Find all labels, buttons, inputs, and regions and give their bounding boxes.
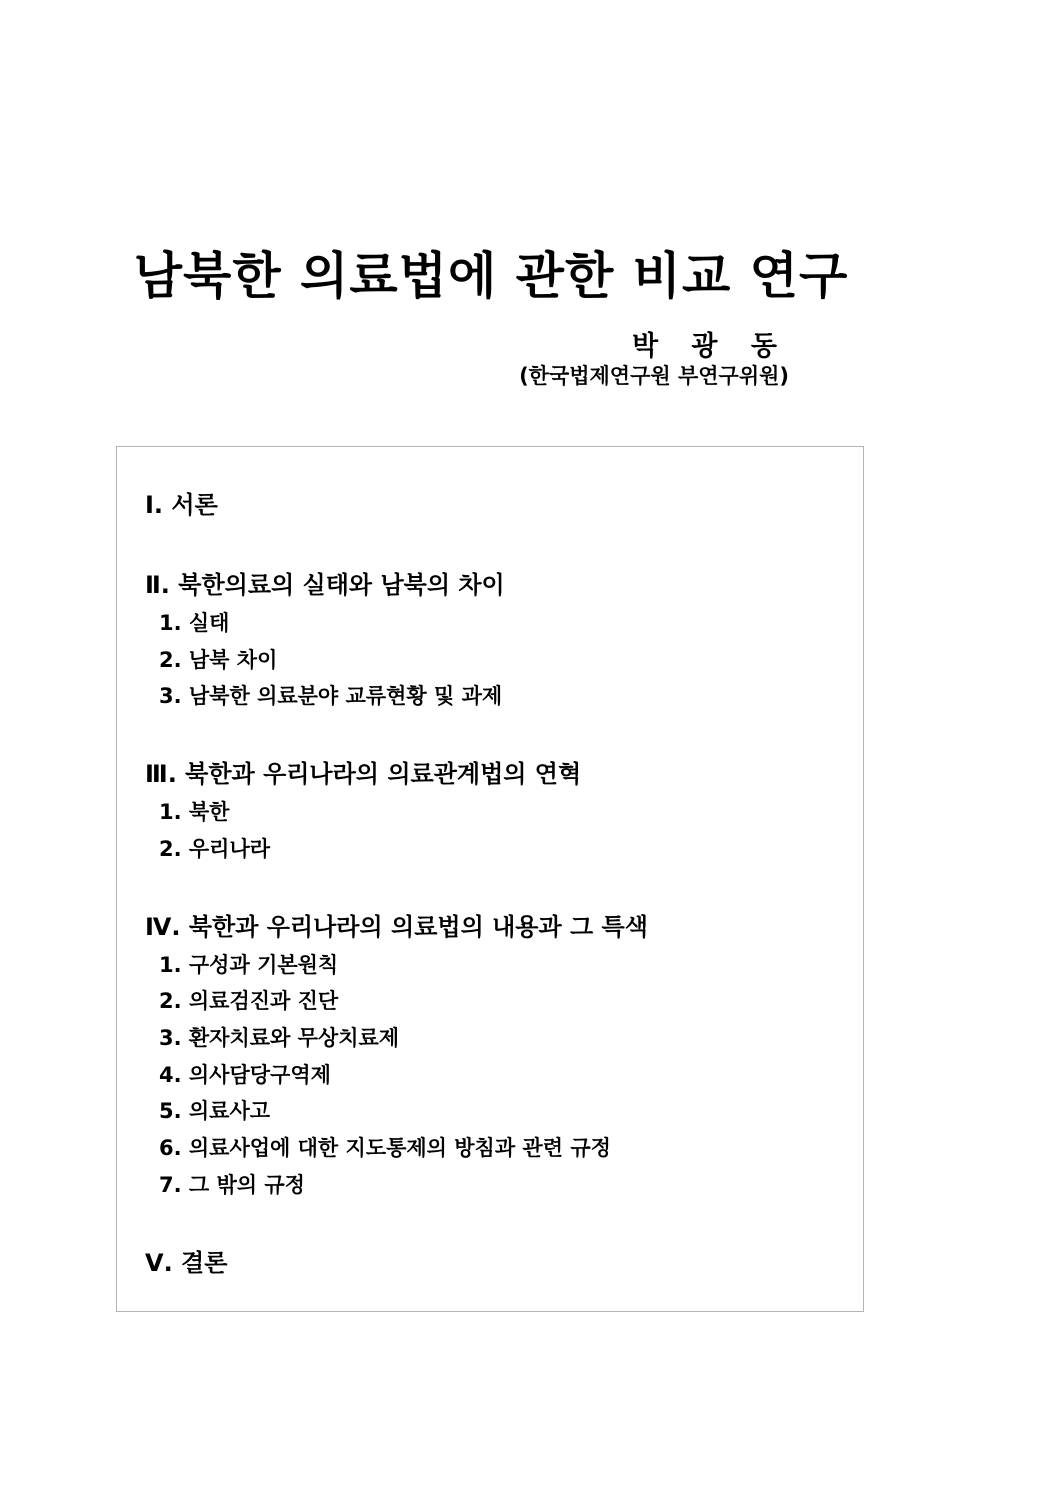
author-name: 박 광 동 xyxy=(631,331,789,362)
toc-item-2-1: 1. 실태 xyxy=(159,611,230,635)
toc-item-2-2: 2. 남북 차이 xyxy=(159,648,278,672)
toc-item-4-1: 1. 구성과 기본원칙 xyxy=(159,953,339,977)
toc-item-2-3: 3. 남북한 의료분야 교류현황 및 과제 xyxy=(159,684,503,708)
toc-item-4-2: 2. 의료검진과 진단 xyxy=(159,989,339,1013)
toc-section-4: Ⅳ. 북한과 우리나라의 의료법의 내용과 그 특색 xyxy=(145,913,648,941)
toc-item-4-4: 4. 의사담당구역제 xyxy=(159,1063,331,1087)
toc-item-3-2: 2. 우리나라 xyxy=(159,837,271,861)
toc-section-5: Ⅴ. 결론 xyxy=(145,1249,228,1277)
toc-section-3: Ⅲ. 북한과 우리나라의 의료관계법의 연혁 xyxy=(145,760,582,788)
table-of-contents xyxy=(116,446,864,1312)
author-affiliation: (한국법제연구원 부연구위원) xyxy=(519,364,789,388)
document-title: 남북한 의료법에 관한 비교 연구 xyxy=(133,247,849,305)
toc-section-2: Ⅱ. 북한의료의 실태와 남북의 차이 xyxy=(145,571,505,599)
toc-item-4-5: 5. 의료사고 xyxy=(159,1099,271,1123)
toc-item-4-6: 6. 의료사업에 대한 지도통제의 방침과 관련 규정 xyxy=(159,1136,611,1160)
toc-item-3-1: 1. 북한 xyxy=(159,800,230,824)
toc-item-4-7: 7. 그 밖의 규정 xyxy=(159,1173,305,1197)
toc-section-1: Ⅰ. 서론 xyxy=(145,491,218,519)
toc-item-4-3: 3. 환자치료와 무상치료제 xyxy=(159,1026,400,1050)
